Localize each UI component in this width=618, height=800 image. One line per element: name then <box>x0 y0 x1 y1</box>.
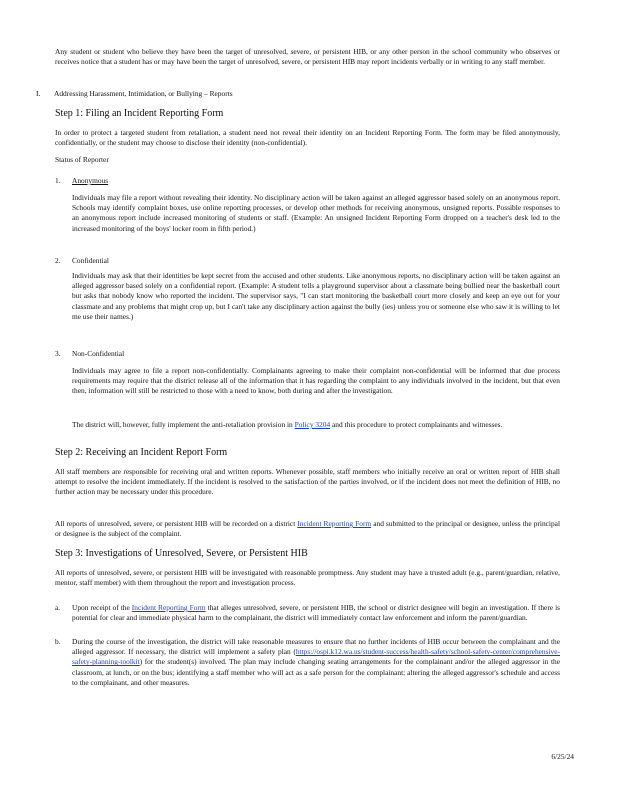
incident-reporting-form-link[interactable]: Incident Reporting Form <box>131 603 206 612</box>
item-number: 2. <box>55 256 61 265</box>
step2-paragraph-1: All staff members are responsible for receiving oral and written reports. Whenever possible, staff members who initially receive an oral or written report of HIB shall attempt to resolve the incident immediately. If the incident is resolved to the satisfaction of the parties involved, or if the incident does not meet the definition of HIB, no further action may be necessary under this procedure. <box>55 467 560 497</box>
item-number: 3. <box>55 349 61 358</box>
list-item-marker: a. <box>55 603 61 612</box>
item-number: 1. <box>55 176 61 185</box>
reporter-item-confidential <box>55 256 109 266</box>
list-item-marker: b. <box>55 637 61 646</box>
list-text-pre: Upon receipt of the <box>72 603 130 612</box>
section-title: Addressing Harassment, Intimidation, or Bullying – Reports <box>54 89 233 98</box>
step2-heading: Step 2: Receiving an Incident Report Form <box>55 447 228 458</box>
list-item-body <box>72 637 560 688</box>
list-item-body <box>72 603 560 623</box>
step2-paragraph-2 <box>55 519 560 539</box>
safety-planning-toolkit-link[interactable]: https://ospi.k12.wa.us/student-success/health-safety/school-safety-center/comprehensive-safety-planning-toolkit <box>72 647 560 667</box>
item-label: Non-Confidential <box>72 349 125 358</box>
list-text-pre: During the course of the investigation, the district will take reasonable measures to ensure that no further incidents of HIB occur between the complainant and the alleged aggressor. If necessary, the district will implement a safety plan ( <box>72 637 560 657</box>
list-text-post: that alleges unresolved, severe, or persistent HIB, the school or district designee will begin an investigation. If there is potential for clear and immediate physical harm to the complainant, the district will immediately contact law enforcement and inform the parent/guardian. <box>72 603 561 623</box>
step2-text-post: and submitted to the principal or designee, unless the principal or designee is the subject of the complaint. <box>55 519 561 539</box>
reporter-item-non-confidential <box>55 349 124 359</box>
anonymous-paragraph: Individuals may file a report without revealing their identity. No disciplinary action will be taken against an alleged aggressor based solely on an anonymous report. Schools may identify complaint boxes, use online reporting processes, or develop other methods for receiving anonymous, unsigned reports. Possible responses to an anonymous report include increased monitoring of students or staff. (Example: An unsigned Incident Reporting Form dropped on a teacher's desk led to the increased monitoring of the boys' locker room in fifth period.) <box>72 193 560 233</box>
anti-retaliation-text-post: and this procedure to protect complainants and witnesses. <box>332 420 503 429</box>
step3-paragraph: All reports of unresolved, severe, or persistent HIB will be investigated with reasonable promptness. Any student may have a trusted adult (e.g., parent/guardian, relative, mentor, staff member) with them throughout the report and investigation process. <box>55 568 560 588</box>
section-heading <box>36 89 536 99</box>
reporter-item-anonymous <box>55 176 108 186</box>
step3-list-item-b <box>55 637 560 688</box>
non-confidential-paragraph: Individuals may agree to file a report non-confidentially. Complainants agreeing to make their complaint non-confidential will be informed that due process requirements may require that the district release all of the information that it has regarding the complaint to any individuals involved in the incident, but that even then, information will still be restricted to those with a need to know, both during and after the investigation. <box>72 366 560 396</box>
incident-reporting-form-link[interactable]: Incident Reporting Form <box>297 519 372 528</box>
step2-text-pre: All reports of unresolved, severe, or persistent HIB will be recorded on a district <box>55 519 296 528</box>
item-label: Anonymous <box>72 176 109 185</box>
confidential-paragraph: Individuals may ask that their identities be kept secret from the accused and other students. Like anonymous reports, no disciplinary action will be taken against an alleged aggressor based solely on a confidential report. (Example: A student tells a playground supervisor about a classmate being bullied near the basketball court but asks that nobody know who reported the incident. The supervisor says, "I can start monitoring the basketball court more closely and keep an eye out for your classmate and any problems that might crop up, but I can't take any disciplinary action against the bully (ies) unless you or someone else who saw it is willing to let me use their names.) <box>72 271 560 321</box>
step3-heading: Step 3: Investigations of Unresolved, Severe, or Persistent HIB <box>55 548 308 559</box>
anti-retaliation-paragraph <box>72 420 560 430</box>
footer-date: 6/25/24 <box>551 752 574 761</box>
anti-retaliation-text-pre: The district will, however, fully implement the anti-retaliation provision in <box>72 420 293 429</box>
item-label: Confidential <box>72 256 109 265</box>
policy-3204-link[interactable]: Policy 3204 <box>294 420 331 429</box>
intro-paragraph: Any student or student who believe they have been the target of unresolved, severe, or persistent HIB, or any other person in the school community who observes or receives notice that a student has or may have been the target of unresolved, severe, or persistent HIB may report incidents verbally or in writing to any staff member. <box>55 47 560 67</box>
section-number: I. <box>36 89 41 98</box>
step1-heading: Step 1: Filing an Incident Reporting Form <box>55 108 224 119</box>
step1-paragraph: In order to protect a targeted student from retaliation, a student need not reveal their identity on an Incident Reporting Form. The form may be filed anonymously, confidentially, or the student may choose to disclose their identity (non-confidential). <box>55 128 560 148</box>
status-of-reporter-label: Status of Reporter <box>55 155 109 164</box>
list-text-post: ) for the student(s) involved. The plan may include changing seating arrangements for the complainant and/or the alleged aggressor in the classroom, at lunch, or on the bus; identifying a staff member who will act as a safe person for the complainant; altering the alleged aggressor's schedule and access to the complainant, and other measures. <box>72 657 560 687</box>
step3-list-item-a <box>55 603 560 623</box>
